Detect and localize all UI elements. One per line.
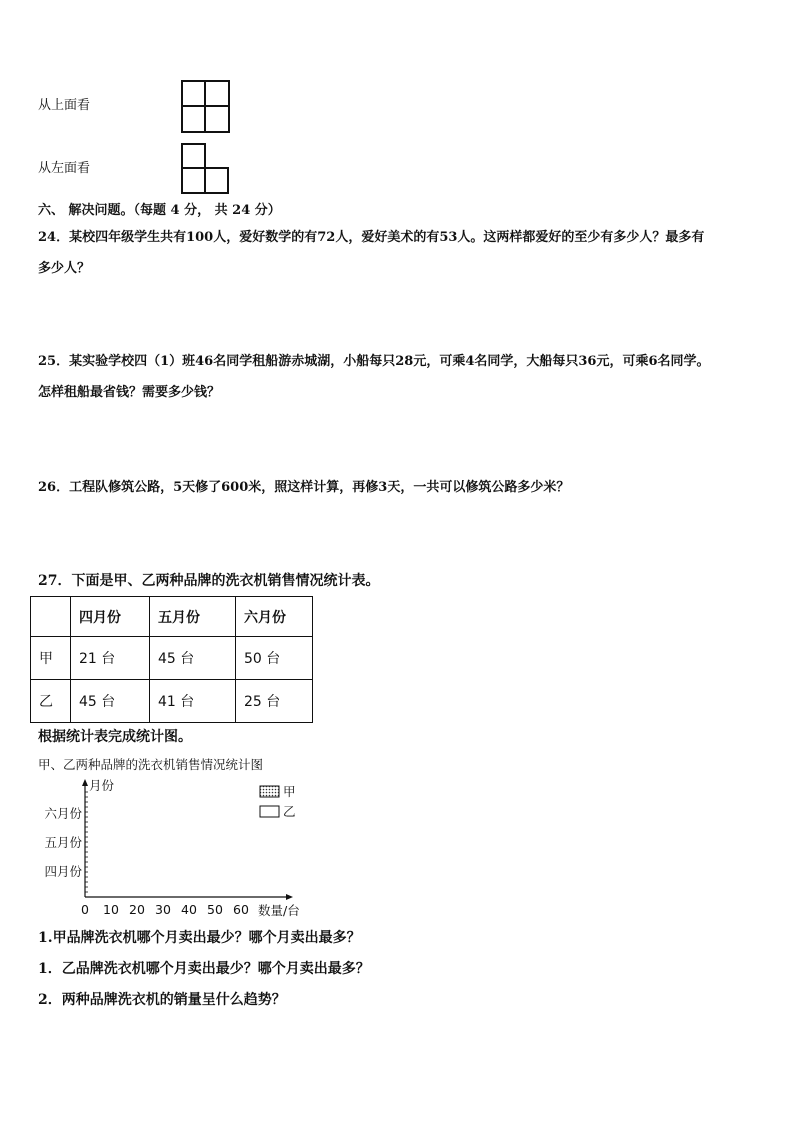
legend-swatch bbox=[260, 786, 279, 797]
chart-title: 甲、乙两种品牌的洗衣机销售情况统计图 bbox=[38, 757, 264, 772]
view-left-label: 从左面看 bbox=[38, 161, 91, 176]
x-tick-label: 50 bbox=[207, 902, 223, 917]
view-top-label: 从上面看 bbox=[38, 98, 91, 113]
table-row bbox=[31, 680, 313, 723]
sales-bar-chart bbox=[28, 752, 328, 924]
x-axis-label: 数量/台 bbox=[258, 903, 300, 918]
table-cell: 45 台 bbox=[71, 680, 150, 723]
question-2: 1．乙品牌洗衣机哪个月卖出最少？哪个月卖出最多？ bbox=[38, 961, 370, 977]
problem-26: 26．工程队修筑公路，5天修了600米，照这样计算，再修3天，一共可以修筑公路多少米？ bbox=[38, 480, 570, 495]
table-row bbox=[31, 597, 313, 637]
chart-legend bbox=[260, 784, 296, 819]
table-cell: 甲 bbox=[31, 637, 71, 680]
y-category-label: 六月份 bbox=[44, 806, 82, 821]
table-cell: 乙 bbox=[31, 680, 71, 723]
x-tick-label: 30 bbox=[155, 902, 171, 917]
y-category-label: 五月份 bbox=[44, 835, 82, 850]
table-header-cell: 五月份 bbox=[150, 597, 236, 637]
problem-24-line-2: 多少人？ bbox=[38, 261, 91, 276]
table-cell: 25 台 bbox=[236, 680, 313, 723]
table-row bbox=[31, 637, 313, 680]
legend-swatch bbox=[260, 806, 279, 817]
question-3: 2．两种品牌洗衣机的销量呈什么趋势？ bbox=[38, 992, 286, 1008]
problem-25-line-1: 25．某实验学校四（1）班46名同学租船游赤城湖，小船每只28元，可乘4名同学，大船每只36元，可乘6名同学。 bbox=[38, 354, 710, 369]
y-axis-label: 月份 bbox=[89, 778, 115, 793]
problem-25-line-2: 怎样租船最省钱？需要多少钱？ bbox=[38, 385, 221, 400]
sales-table bbox=[30, 596, 313, 723]
chart-axes bbox=[44, 779, 293, 917]
x-axis-arrow bbox=[286, 894, 293, 900]
x-tick-label: 40 bbox=[181, 902, 197, 917]
problem-27-intro: 27．下面是甲、乙两种品牌的洗衣机销售情况统计表。 bbox=[38, 573, 380, 589]
table-cell: 21 台 bbox=[71, 637, 150, 680]
table-header-cell bbox=[31, 597, 71, 637]
table-cell: 41 台 bbox=[150, 680, 236, 723]
x-tick-label: 10 bbox=[103, 902, 119, 917]
x-tick-label: 20 bbox=[129, 902, 145, 917]
y-axis-arrow bbox=[82, 779, 88, 786]
chart-instruction: 根据统计表完成统计图。 bbox=[38, 729, 192, 745]
x-tick-label: 0 bbox=[81, 902, 89, 917]
table-cell: 50 台 bbox=[236, 637, 313, 680]
problem-24-line-1: 24．某校四年级学生共有100人，爱好数学的有72人，爱好美术的有53人。这两样都爱好的至少有多少人？最多有 bbox=[38, 230, 705, 245]
question-1: 1.甲品牌洗衣机哪个月卖出最少？哪个月卖出最多？ bbox=[38, 930, 361, 946]
y-category-label: 四月份 bbox=[44, 864, 82, 879]
x-tick-label: 60 bbox=[233, 902, 249, 917]
table-header-cell: 六月份 bbox=[236, 597, 313, 637]
table-cell: 45 台 bbox=[150, 637, 236, 680]
table-header-cell: 四月份 bbox=[71, 597, 150, 637]
legend-label: 乙 bbox=[283, 804, 296, 819]
section-heading: 六、 解决问题。（每题 4 分， 共 24 分） bbox=[38, 203, 281, 218]
legend-label: 甲 bbox=[283, 784, 296, 799]
